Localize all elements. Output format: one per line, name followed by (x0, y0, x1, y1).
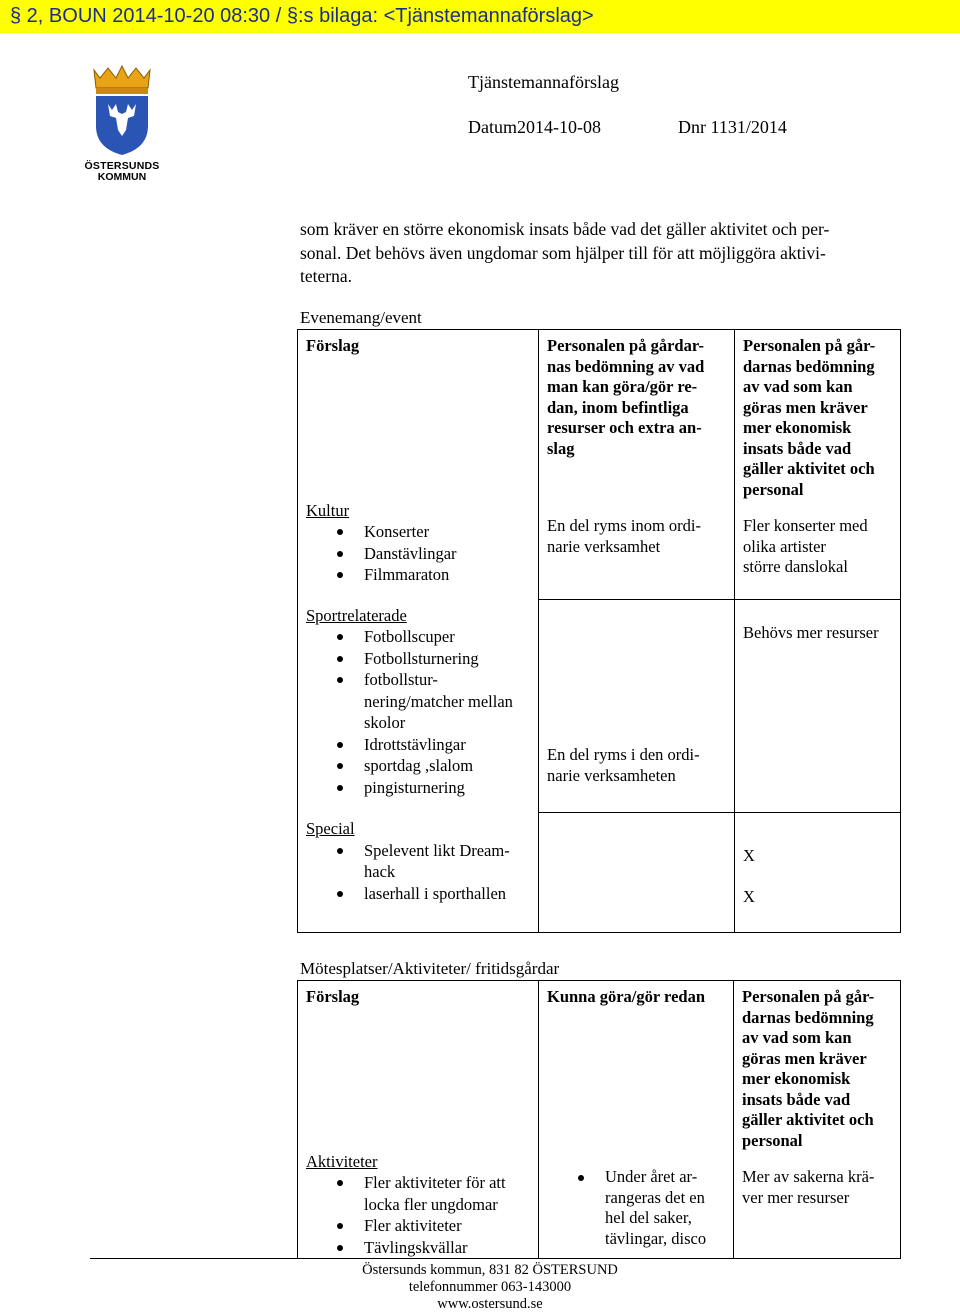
header-line: dan, inom befintliga (547, 397, 689, 417)
intro-line: sonal. Det behövs även ungdomar som hjälper till för att möjliggöra aktivi- (300, 242, 826, 263)
header-line: darnas bedömning (743, 356, 875, 376)
footer-address: Östersunds kommun, 831 82 ÖSTERSUND (362, 1262, 618, 1278)
column-header (539, 330, 734, 459)
cell-line: Behövs mer resurser (743, 623, 879, 642)
category-label: Special (306, 819, 355, 838)
list-item: laserhall i sporthallen (306, 883, 530, 905)
table-cell (298, 330, 539, 933)
header-line: insats både vad (742, 1089, 851, 1109)
cell-text (743, 516, 868, 578)
cell-text (547, 745, 700, 786)
row-divider (538, 812, 900, 813)
coat-of-arms-icon (84, 64, 160, 156)
list-item: Spelevent likt Dream- hack (306, 840, 530, 883)
cell-line: Mer av sakerna krä- (742, 1167, 875, 1186)
list-item: Filmmaraton (306, 564, 530, 586)
header-line: resurser och extra an- (547, 418, 702, 437)
table-cell (298, 981, 539, 1259)
list-item: Fotbollsturnering (306, 648, 530, 670)
column-header (734, 981, 900, 1151)
document-dnr: Dnr 1131/2014 (678, 117, 787, 137)
cell-line: olika artister (743, 536, 826, 556)
column-header: Kunna göra/gör redan (547, 987, 705, 1006)
table-row (298, 330, 901, 933)
list-item: Idrottstävlingar (306, 734, 530, 756)
meeting-places-table (297, 980, 901, 1259)
bullet-list (306, 626, 530, 798)
table-cell (539, 330, 735, 933)
bullet-list (306, 1172, 530, 1258)
intro-paragraph (300, 218, 900, 289)
header-line: personal (743, 479, 804, 499)
document-type: Tjänstemannaförslag (468, 72, 619, 92)
cell-line: En del ryms inom ordi- (547, 516, 701, 535)
header-line: man kan göra/gör re- (547, 377, 698, 396)
cell-line: X (743, 887, 755, 906)
header-line: personal (742, 1130, 803, 1150)
header-line: göras men kräver (742, 1048, 867, 1068)
bullet-list (547, 1167, 727, 1249)
cell-line: större danslokal (743, 557, 848, 576)
table-cell (735, 330, 901, 933)
list-item: sportdag ,slalom (306, 755, 530, 777)
footer-divider (90, 1258, 894, 1259)
header-line: mer ekonomisk (743, 418, 852, 437)
intro-line: teterna. (300, 266, 352, 286)
footer-website[interactable]: www.ostersund.se (437, 1296, 543, 1312)
header-line: darnas bedömning (742, 1007, 874, 1027)
header-line: nas bedömning av vad (547, 356, 705, 376)
header-line: Personalen på går- (743, 336, 876, 355)
table-row (298, 981, 901, 1259)
list-item: fotbollstur- nering/matcher mellan skolor (306, 669, 530, 734)
bullet-list (306, 521, 530, 586)
header-line: av vad som kan (743, 377, 853, 396)
list-item: Fler aktiviteter för att locka fler ungdomar (306, 1172, 530, 1215)
bullet-list (306, 840, 530, 905)
column-header: Förslag (306, 987, 360, 1006)
kommun-logo (84, 64, 160, 184)
page-banner (0, 0, 960, 33)
cell-text (743, 835, 755, 917)
header-line: insats både vad (743, 438, 852, 458)
cell-text (743, 623, 879, 644)
cell-line: X (743, 846, 755, 865)
category-label: Aktiviteter (306, 1151, 378, 1171)
cell-line: narie verksamhet (547, 536, 661, 556)
events-table (297, 329, 901, 933)
header-line: slag (547, 438, 575, 458)
cell-line: ver mer resurser (742, 1187, 850, 1207)
list-item: Konserter (306, 521, 530, 543)
banner-text: § 2, BOUN 2014-10-20 08:30 / §:s bilaga: <Tjänstemannaförslag> (10, 5, 594, 27)
document-date: Datum2014-10-08 (468, 117, 601, 137)
header-line: Personalen på gårdar- (547, 336, 705, 355)
intro-line: som kräver en större ekonomisk insats både vad det gäller aktivitet och per- (300, 219, 830, 239)
cell-text (742, 1167, 874, 1208)
category-label: Kultur (306, 500, 350, 520)
logo-text-2: KOMMUN (97, 171, 147, 183)
list-item: pingisturnering (306, 777, 530, 799)
header-line: mer ekonomisk (742, 1069, 851, 1088)
list-item: Danstävlingar (306, 543, 530, 565)
table2-caption: Mötesplatser/Aktiviteter/ fritidsgårdar (300, 959, 560, 978)
cell-line: En del ryms i den ordi- (547, 745, 700, 764)
list-item: Tävlingskvällar (306, 1237, 530, 1259)
list-item: Under året ar- rangeras det en hel del saker, tävlingar, disco (547, 1167, 727, 1249)
row-divider (538, 599, 900, 600)
table1-caption: Evenemang/event (300, 308, 422, 327)
cell-line: narie verksamheten (547, 765, 676, 785)
header-line: göras men kräver (743, 397, 868, 417)
header-line: gäller aktivitet och (743, 459, 875, 478)
list-item: Fler aktiviteter (306, 1215, 530, 1237)
header-line: Personalen på går- (742, 987, 875, 1006)
header-line: gäller aktivitet och (742, 1110, 874, 1129)
column-header: Förslag (306, 336, 360, 355)
table-cell (539, 981, 734, 1259)
header-line: av vad som kan (742, 1028, 852, 1047)
list-item: Fotbollscuper (306, 626, 530, 648)
cell-line: Fler konserter med (743, 516, 868, 535)
column-header (735, 330, 900, 500)
logo-text-1: ÖSTERSUNDS (84, 160, 160, 172)
table-cell (734, 981, 901, 1259)
category-label: Sportrelaterade (306, 605, 407, 625)
footer-phone: telefonnummer 063-143000 (408, 1279, 572, 1295)
cell-text (547, 516, 701, 557)
